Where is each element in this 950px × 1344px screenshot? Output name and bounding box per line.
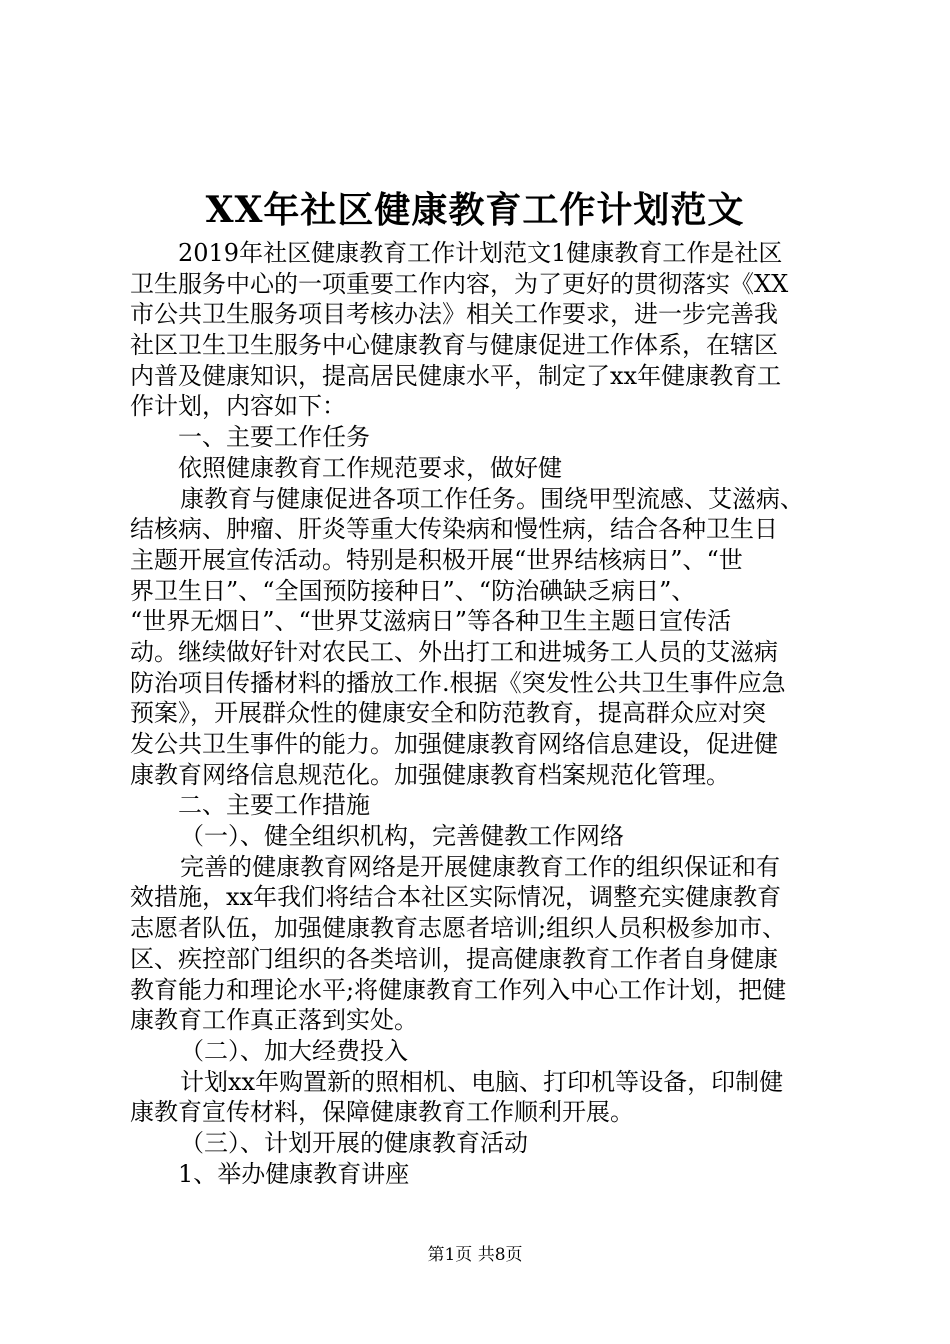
paragraph-line: 社区卫生卫生服务中心健康教育与健康促进工作体系，在辖区 [130, 331, 778, 360]
paragraph-line: 防治项目传播材料的播放工作.根据《突发性公共卫生事件应急 [130, 668, 786, 697]
paragraph-line: 康教育工作真正落到实处。 [130, 1006, 418, 1035]
paragraph-line: 2019年社区健康教育工作计划范文1健康教育工作是社区 [178, 239, 783, 267]
paragraph-line: 效措施，xx年我们将结合本社区实际情况，调整充实健康教育 [130, 883, 782, 912]
subsection-heading: （一）、健全组织机构，完善健教工作网络 [180, 822, 624, 851]
paragraph-line: 界卫生日”、“全国预防接种日”、“防治碘缺乏病日”、 [130, 576, 696, 605]
paragraph-line: 计划xx年购置新的照相机、电脑、打印机等设备，印制健 [180, 1067, 784, 1096]
document-title: XX年社区健康教育工作计划范文 [205, 189, 745, 231]
paragraph-line: “世界无烟日”、“世界艾滋病日”等各种卫生主题日宣传活 [130, 607, 732, 636]
page-footer: 第1页 共8页 [427, 1245, 523, 1265]
subsection-heading: （三）、计划开展的健康教育活动 [180, 1128, 528, 1157]
paragraph-line: 结核病、肿瘤、肝炎等重大传染病和慢性病，结合各种卫生日 [130, 515, 778, 544]
paragraph-line: 区、疾控部门组织的各类培训，提高健康教育工作者自身健康 [130, 944, 778, 973]
section-heading: 二、主要工作措施 [178, 791, 370, 820]
paragraph-line: 志愿者队伍，加强健康教育志愿者培训;组织人员积极参加市、 [130, 914, 787, 943]
paragraph-line: 卫生服务中心的一项重要工作内容，为了更好的贯彻落实《XX [130, 269, 789, 298]
paragraph-line: 主题开展宣传活动。特别是积极开展“世界结核病日”、“世 [130, 545, 743, 574]
paragraph-line: 内普及健康知识，提高居民健康水平，制定了xx年健康教育工 [130, 361, 782, 390]
paragraph-line: 预案》，开展群众性的健康安全和防范教育，提高群众应对突 [130, 699, 766, 728]
paragraph-line: 康教育网络信息规范化。加强健康教育档案规范化管理。 [130, 760, 730, 789]
paragraph-line: 康教育宣传材料，保障健康教育工作顺利开展。 [130, 1098, 634, 1127]
paragraph-line: 依照健康教育工作规范要求，做好健 [178, 453, 562, 482]
subsection-heading: （二）、加大经费投入 [180, 1036, 408, 1065]
paragraph-line: 完善的健康教育网络是开展健康教育工作的组织保证和有 [180, 852, 780, 881]
paragraph-line: 作计划，内容如下： [130, 392, 346, 421]
paragraph-line: 发公共卫生事件的能力。加强健康教育网络信息建设，促进健 [130, 730, 778, 758]
paragraph-line: 康教育与健康促进各项工作任务。围绕甲型流感、艾滋病、 [180, 484, 804, 513]
paragraph-line: 教育能力和理论水平;将健康教育工作列入中心工作计划，把健 [130, 975, 787, 1004]
paragraph-line: 动。继续做好针对农民工、外出打工和进城务工人员的艾滋病 [130, 637, 778, 666]
section-heading: 一、主要工作任务 [178, 423, 370, 452]
document-body [130, 238, 830, 1189]
list-item-heading: 1、举办健康教育讲座 [178, 1159, 410, 1188]
paragraph-line: 市公共卫生服务项目考核办法》相关工作要求，进一步完善我 [130, 300, 778, 329]
